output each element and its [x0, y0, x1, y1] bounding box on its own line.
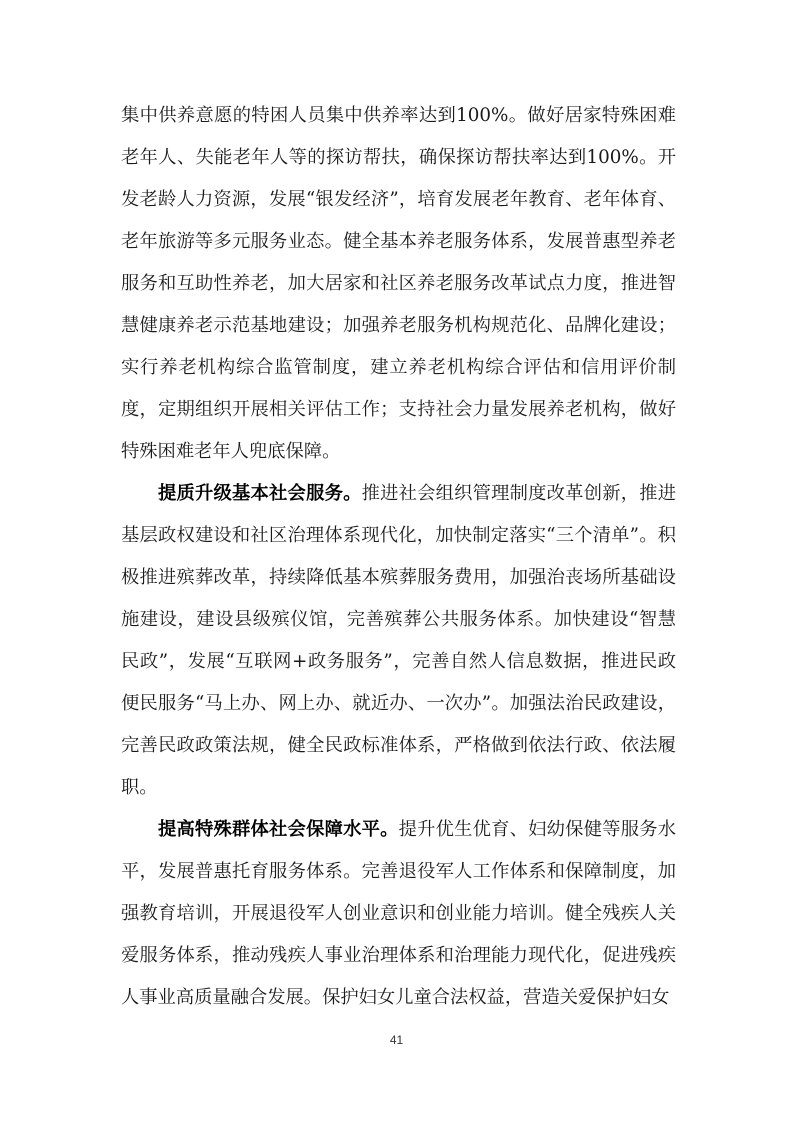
paragraph-special-groups — [121, 809, 676, 1019]
paragraph-text: 集中供养意愿的特困人员集中供养率达到100%。做好居家特殊困难老年人、失能老年人等的探访帮扶，确保探访帮扶率达到100%。开发老龄人力资源，发展“银发经济”，培育发展老年教育、老年体育、老年旅游等多元服务业态。健全基本养老服务体系，发展普惠型养老服务和互助性养老，加大居家和社区养老服务改革试点力度，推进智慧健康养老示范基地建设；加强养老服务机构规范化、品牌化建设；实行养老机构综合监管制度，建立养老机构综合评估和信用评价制度，定期组织开展相关评估工作；支持社会力量发展养老机构，做好特殊困难老年人兜底保障。 — [121, 105, 676, 462]
paragraph-basic-social-services — [121, 473, 676, 809]
paragraph-elderly-care — [121, 95, 676, 473]
paragraph-heading: 提高特殊群体社会保障水平。 — [158, 819, 399, 840]
paragraph-heading: 提质升级基本社会服务。 — [158, 483, 362, 504]
paragraph-text: 推进社会组织管理制度改革创新，推进基层政权建设和社区治理体系现代化，加快制定落实“三个清单”。积极推进殡葬改革，持续降低基本殡葬服务费用，加强治丧场所基础设施建设，建设县级殡仪馆，完善殡葬公共服务体系。加快建设“智慧民政”，发展“互联网+政务服务”，完善自然人信息数据，推进民政便民服务“马上办、网上办、就近办、一次办”。加强法治民政建设，完善民政政策法规，健全民政标准体系，严格做到依法行政、依法履职。 — [121, 483, 677, 798]
paragraph-text: 提升优生优育、妇幼保健等服务水平，发展普惠托育服务体系。完善退役军人工作体系和保障制度，加强教育培训，开展退役军人创业意识和创业能力培训。健全残疾人关爱服务体系，推动残疾人事业治理体系和治理能力现代化，促进残疾人事业高质量融合发展。保护妇女儿童合法权益，营造关爱保护妇女 — [121, 819, 677, 1008]
body-text — [121, 95, 676, 1019]
page-number: 41 — [389, 1033, 404, 1047]
